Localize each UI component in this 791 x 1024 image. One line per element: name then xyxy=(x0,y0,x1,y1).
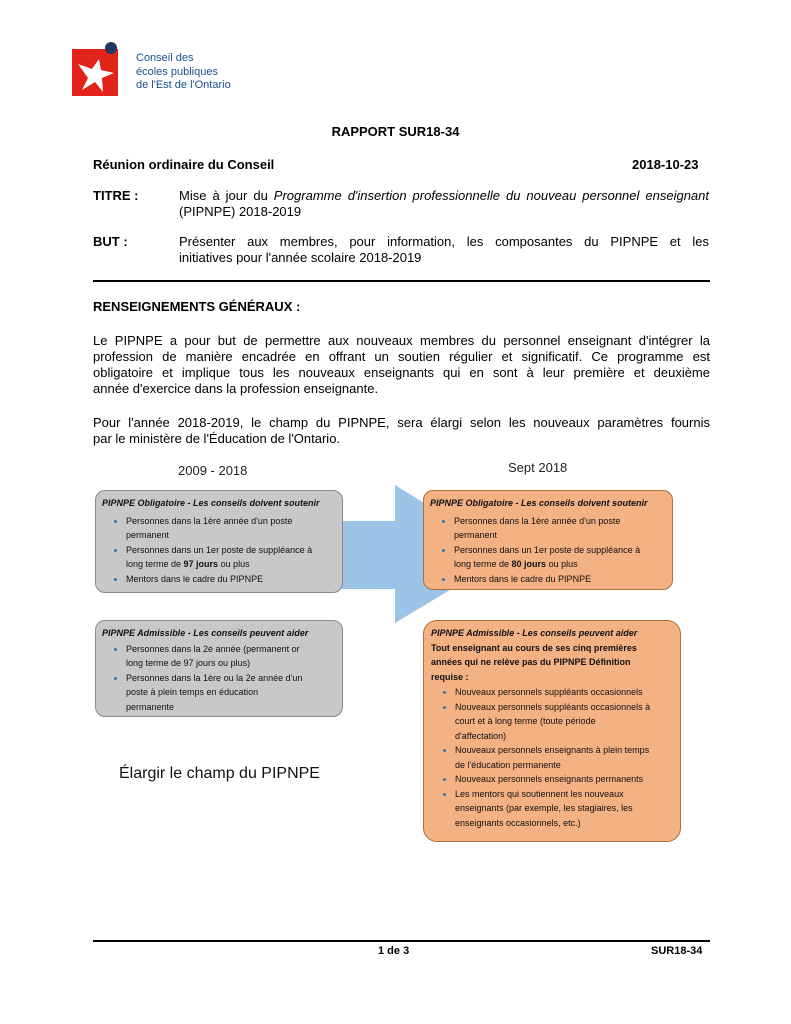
box-title: PIPNPE Obligatoire - Les conseils doivent soutenir xyxy=(102,498,320,508)
list-item: • Nouveaux personnels enseignants à plein temps de l'éducation permanente xyxy=(455,743,673,772)
diagram-left-header: 2009 - 2018 xyxy=(178,463,248,478)
diagram-right-header: Sept 2018 xyxy=(508,460,568,475)
titre-label: TITRE : xyxy=(93,188,139,203)
logo-line-1: Conseil des xyxy=(136,52,194,64)
titre-text-a: Mise à jour du xyxy=(179,188,274,203)
bullet-list xyxy=(102,642,336,715)
bullet-list xyxy=(102,514,336,587)
list-item: • Nouveaux personnels enseignants permanents xyxy=(455,772,673,787)
titre-text xyxy=(179,188,709,220)
section-heading: RENSEIGNEMENTS GÉNÉRAUX : xyxy=(93,299,301,314)
left-obligatoire-box xyxy=(95,490,343,593)
list-item: • Personnes dans la 1ère année d'un poste permanent xyxy=(454,514,666,543)
list-item: • Personnes dans la 2e année (permanent or long terme de 97 jours ou plus) xyxy=(126,642,336,671)
report-title: RAPPORT SUR18-34 xyxy=(331,124,460,139)
list-item: • Les mentors qui soutiennent les nouveaux enseignants (par exemple, les stagiaires, les enseignants occasionnels, etc.) xyxy=(455,787,673,831)
meeting-label: Réunion ordinaire du Conseil xyxy=(93,157,275,172)
paragraph-1-line: Le PIPNPE a pour but de permettre aux nouveaux membres du personnel enseignant d'intégrer la xyxy=(93,333,710,348)
paragraph-1-line: obligatoire et implique tous les nouveaux enseignants qui en sont à leur première et deuxième xyxy=(93,365,710,380)
list-item: • Personnes dans la 1ère ou la 2e année d'un poste à plein temps en éducation permanente xyxy=(126,671,336,715)
list-item: • Personnes dans un 1er poste de suppléance à long terme de 97 jours ou plus xyxy=(126,543,336,572)
box-title: PIPNPE Admissible - Les conseils peuvent aider xyxy=(102,628,309,638)
right-admissible-box xyxy=(423,620,681,842)
titre-text-italic: Programme d'insertion professionnelle du nouveau personnel enseignant xyxy=(273,188,710,203)
paragraph-1 xyxy=(93,333,710,397)
paragraph-2 xyxy=(93,415,710,447)
paragraph-1-line: année d'exercice dans la profession enseignante. xyxy=(93,381,379,396)
diagram-caption: Élargir le champ du PIPNPE xyxy=(119,765,320,782)
footer-divider xyxy=(93,940,710,942)
paragraph-1-line: profession de manière encadrée en offrant un soutien régulier et significatif. Ce programme est xyxy=(93,349,710,364)
list-item: • Personnes dans la 1ère année d'un poste permanent xyxy=(126,514,336,543)
box-intro: Tout enseignant au cours de ses cinq premières années qui ne relève pas du PIPNPE Définition requise : xyxy=(431,642,637,682)
cepeo-star-person-logo-icon xyxy=(70,40,126,100)
list-item: • Mentors dans le cadre du PIPNPE xyxy=(454,572,666,587)
paragraph-2-line: par le ministère de l'Éducation de l'Ontario. xyxy=(93,431,341,446)
page-number: 1 de 3 xyxy=(378,945,410,957)
right-obligatoire-box xyxy=(423,490,673,590)
left-admissible-box xyxy=(95,620,343,717)
logo-line-3: de l'Est de l'Ontario xyxy=(136,79,231,91)
titre-text-b: (PIPNPE) 2018-2019 xyxy=(179,204,302,219)
bullet-list xyxy=(430,514,666,587)
list-item: • Nouveaux personnels suppléants occasionnels xyxy=(455,685,673,700)
footer-reference: SUR18-34 xyxy=(651,945,703,957)
paragraph-2-line: Pour l'année 2018-2019, le champ du PIPNPE, sera élargi selon les nouveaux paramètres fournis xyxy=(93,415,710,430)
list-item: • Nouveaux personnels suppléants occasionnels à court et à long terme (toute période d'affectation) xyxy=(455,700,673,744)
box-title: PIPNPE Obligatoire - Les conseils doivent soutenir xyxy=(430,498,648,508)
but-label: BUT : xyxy=(93,234,128,249)
meeting-date: 2018-10-23 xyxy=(632,157,699,172)
logo-line-2: écoles publiques xyxy=(136,65,218,78)
list-item: • Mentors dans le cadre du PIPNPE xyxy=(126,572,336,587)
section-divider xyxy=(93,280,710,282)
logo xyxy=(70,40,230,102)
but-line-1: Présenter aux membres, pour information, les composantes du PIPNPE et les xyxy=(179,234,709,249)
but-line-2: initiatives pour l'année scolaire 2018-2019 xyxy=(179,250,422,265)
bullet-list xyxy=(431,685,673,830)
list-item: • Personnes dans un 1er poste de suppléance à long terme de 80 jours ou plus xyxy=(454,543,666,572)
box-title: PIPNPE Admissible - Les conseils peuvent aider xyxy=(431,628,638,638)
